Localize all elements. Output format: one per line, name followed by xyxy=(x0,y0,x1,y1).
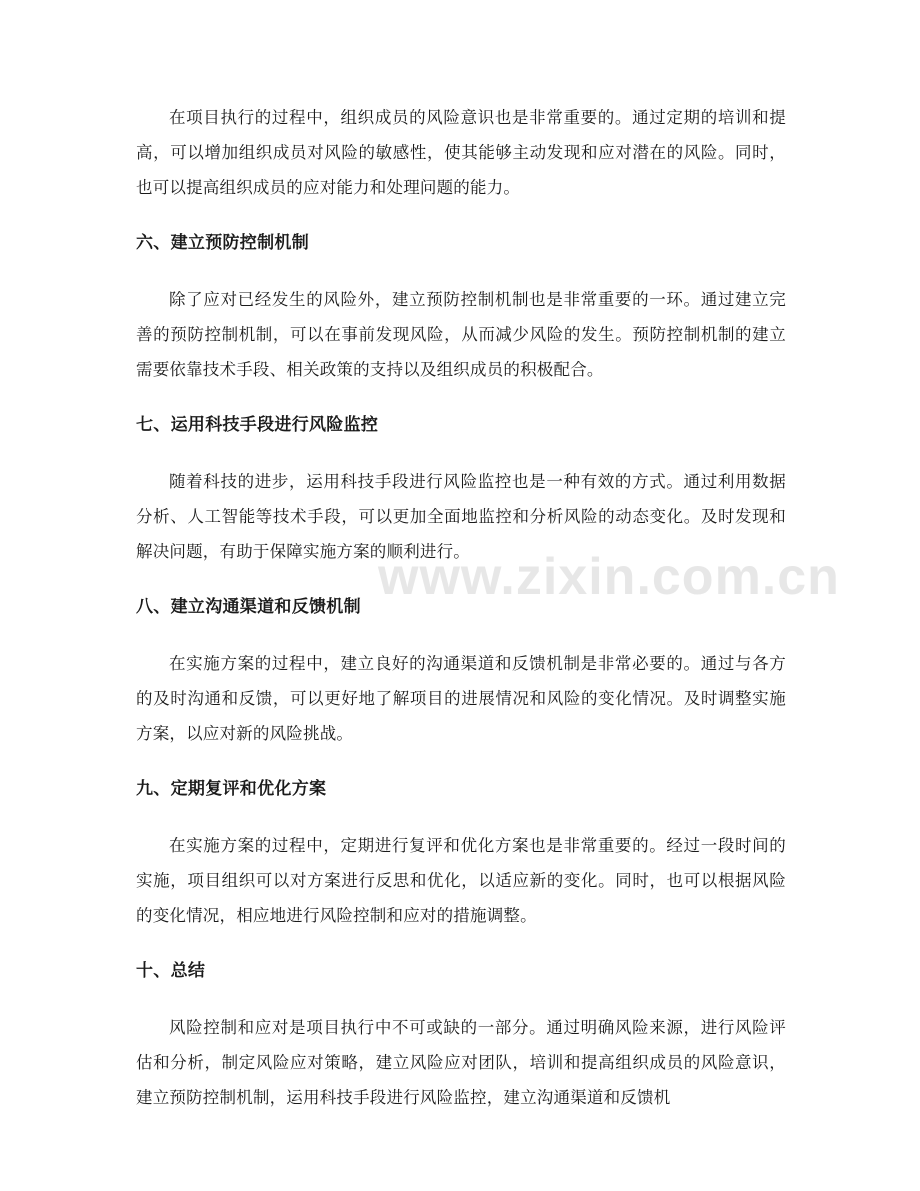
paragraph-risk-awareness: 在项目执行的过程中，组织成员的风险意识也是非常重要的。通过定期的培训和提高，可以增加组织成员对风险的敏感性，使其能够主动发现和应对潜在的风险。同时，也可以提高组织成员的应对能力和处理问题的能力。 xyxy=(136,108,786,197)
heading-prevention-mechanism: 六、建立预防控制机制 xyxy=(136,233,309,253)
paragraph-tech-monitoring: 随着科技的进步，运用科技手段进行风险监控也是一种有效的方式。通过利用数据分析、人工智能等技术手段，可以更加全面地监控和分析风险的动态变化。及时发现和解决问题，有助于保障实施方案的顺利进行。 xyxy=(136,472,786,561)
paragraph-review-optimize: 在实施方案的过程中，定期进行复评和优化方案也是非常重要的。经过一段时间的实施，项目组织可以对方案进行反思和优化，以适应新的变化。同时，也可以根据风险的变化情况，相应地进行风险控制和应对的措施调整。 xyxy=(136,836,786,925)
heading-tech-monitoring: 七、运用科技手段进行风险监控 xyxy=(136,415,379,435)
heading-summary: 十、总结 xyxy=(136,961,206,981)
paragraph-summary: 风险控制和应对是项目执行中不可或缺的一部分。通过明确风险来源，进行风险评估和分析，制定风险应对策略，建立风险应对团队，培训和提高组织成员的风险意识，建立预防控制机制，运用科技手段进行风险监控，建立沟通渠道和反馈机 xyxy=(136,1018,786,1107)
paragraph-communication-feedback: 在实施方案的过程中，建立良好的沟通渠道和反馈机制是非常必要的。通过与各方的及时沟通和反馈，可以更好地了解项目的进展情况和风险的变化情况。及时调整实施方案，以应对新的风险挑战。 xyxy=(136,654,786,743)
heading-review-optimize: 九、定期复评和优化方案 xyxy=(136,779,327,799)
paragraph-prevention-mechanism: 除了应对已经发生的风险外，建立预防控制机制也是非常重要的一环。通过建立完善的预防控制机制，可以在事前发现风险，从而减少风险的发生。预防控制机制的建立需要依靠技术手段、相关政策的支持以及组织成员的积极配合。 xyxy=(136,290,786,379)
document-body xyxy=(136,100,786,1115)
watermark-text: www.zixin.com.cn xyxy=(378,548,840,606)
heading-communication-feedback: 八、建立沟通渠道和反馈机制 xyxy=(136,597,361,617)
